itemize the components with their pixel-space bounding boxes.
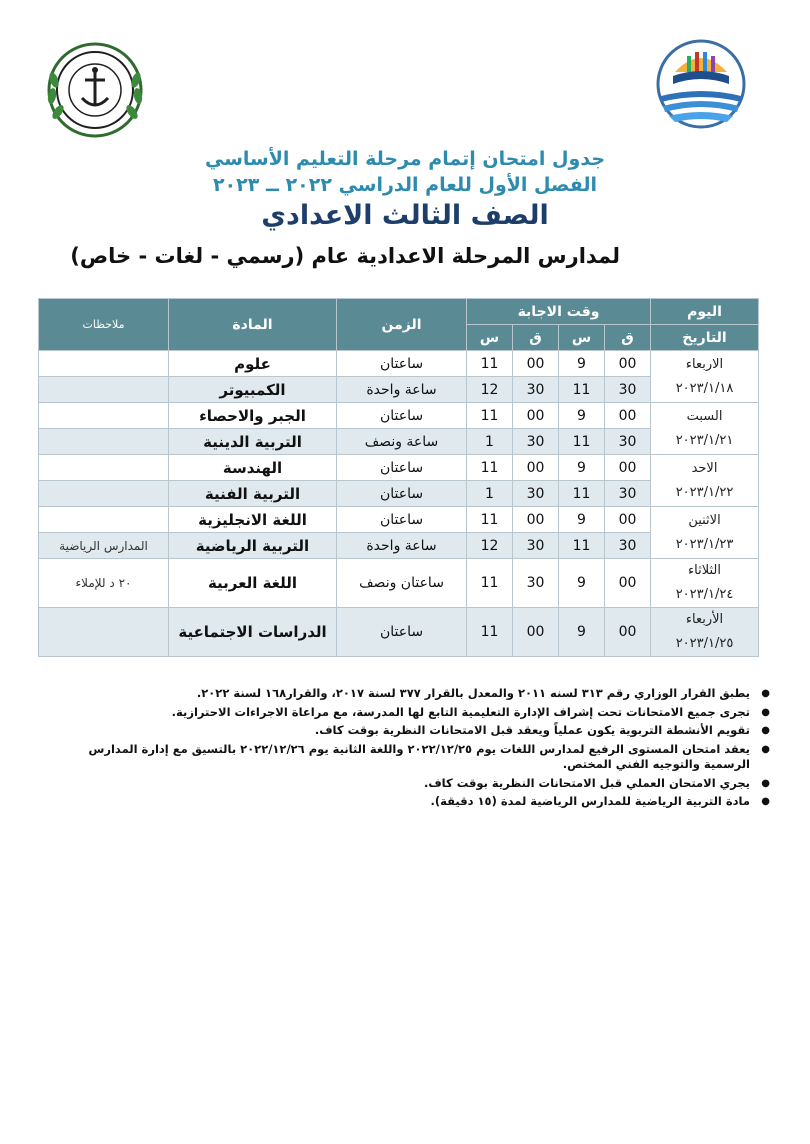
to-hours: 1 [467,481,513,507]
to-minutes: 30 [513,481,559,507]
table-row [39,533,759,559]
duration: ساعتان [337,403,467,429]
day-name: الاربعاء [685,356,724,372]
day-date: ٢٠٢٣/١/١٨ [675,380,734,396]
duration: ساعتان [337,608,467,657]
notes [39,377,169,403]
day-date: ٢٠٢٣/١/٢٢ [675,484,734,500]
table-row [39,481,759,507]
to-minutes: 30 [513,377,559,403]
header-date: التاريخ [651,325,759,351]
from-minutes: 30 [605,533,651,559]
list-item: ● مادة التربية الرياضية للمدارس الرياضية لمدة (١٥ دقيقة). [40,794,764,810]
table-row [39,455,759,481]
exam-schedule-table [38,298,759,657]
list-item: ● يطبق القرار الوزاري رقم ٣١٣ لسنه ٢٠١١ والمعدل بالقرار ٣٧٧ لسنة ٢٠١٧، والقرار١٦٨ لسنة ٢٠٢٢. [40,686,764,702]
table-row [39,429,759,455]
duration: ساعتان [337,507,467,533]
from-hours: 9 [559,351,605,377]
from-minutes: 00 [605,507,651,533]
from-hours: 11 [559,429,605,455]
table-row [39,351,759,377]
to-minutes: 00 [513,351,559,377]
notes: ٢٠ د للإملاء [39,559,169,608]
from-hours: 9 [559,559,605,608]
subject: الجبر والاحصاء [169,403,337,429]
header-to-hours: س [467,325,513,351]
to-minutes: 00 [513,403,559,429]
to-hours: 11 [467,455,513,481]
notes [39,351,169,377]
table-row [39,377,759,403]
day-cell [651,507,759,559]
notes: المدارس الرياضية [39,533,169,559]
header-duration: الزمن [337,299,467,351]
table-row [39,608,759,657]
header-notes: ملاحظات [39,299,169,351]
to-minutes: 00 [513,455,559,481]
from-minutes: 00 [605,403,651,429]
to-hours: 11 [467,403,513,429]
to-minutes: 30 [513,533,559,559]
notes [39,507,169,533]
header-day: اليوم [651,299,759,325]
day-name: الاثنين [688,512,721,528]
header-subject: المادة [169,299,337,351]
day-cell [651,403,759,455]
duration: ساعة واحدة [337,377,467,403]
from-hours: 9 [559,608,605,657]
from-minutes: 00 [605,455,651,481]
list-item: ● يعقد امتحان المستوى الرفيع لمدارس اللغات يوم ٢٠٢٢/١٢/٢٥ واللغة الثانية يوم ٢٠٢٢/١٢/٢٦ بالتسيق مع إدارة المدارس الرسمية والتوجيه الفني المختص. [40,742,764,773]
from-hours: 11 [559,533,605,559]
list-item: ● تقويم الأنشطة التربوية يكون عملياً ويعقد قبل الامتحانات النظرية بوقت كاف. [40,723,764,739]
term-title: الفصل الأول للعام الدراسي ٢٠٢٢ ــ ٢٠٢٣ [212,174,598,196]
notes [39,608,169,657]
day-date: ٢٠٢٣/١/٢٣ [675,536,734,552]
table-row [39,403,759,429]
notes [39,429,169,455]
from-minutes: 00 [605,351,651,377]
subject: اللغة الانجليزية [169,507,337,533]
from-minutes: 30 [605,377,651,403]
from-hours: 9 [559,507,605,533]
from-hours: 9 [559,455,605,481]
to-hours: 11 [467,507,513,533]
duration: ساعتان [337,351,467,377]
to-hours: 11 [467,559,513,608]
regulations-list [40,686,782,813]
to-hours: 12 [467,377,513,403]
duration: ساعتان ونصف [337,559,467,608]
exam-title: جدول امتحان إتمام مرحلة التعليم الأساسي [204,148,606,170]
duration: ساعتان [337,481,467,507]
notes [39,455,169,481]
subject: اللغة العربية [169,559,337,608]
notes [39,481,169,507]
duration: ساعتان [337,455,467,481]
day-cell [651,351,759,403]
to-minutes: 30 [513,429,559,455]
from-hours: 11 [559,377,605,403]
to-hours: 12 [467,533,513,559]
subject: التربية الفنية [169,481,337,507]
day-date: ٢٠٢٣/١/٢٤ [675,587,734,602]
to-hours: 1 [467,429,513,455]
header-from-minutes: ق [605,325,651,351]
list-item: ● تجرى جميع الامتحانات تحت إشراف الإدارة التعليمية التابع لها المدرسة، مع مراعاة الاجراءات الاحترازية. [40,705,764,721]
day-date: ٢٠٢٣/١/٢٥ [675,636,734,651]
from-minutes: 30 [605,481,651,507]
from-hours: 9 [559,403,605,429]
header-answer-time: وقت الاجابة [467,299,651,325]
day-name: السبت [686,408,723,424]
list-item: ● يجري الامتحان العملي قبل الامتحانات النظرية بوقت كاف. [40,776,764,792]
subject: علوم [169,351,337,377]
to-minutes: 30 [513,559,559,608]
day-cell [651,559,759,608]
day-date: ٢٠٢٣/١/٢١ [675,432,734,448]
subject: الكمبيوتر [169,377,337,403]
day-cell [651,608,759,657]
from-minutes: 00 [605,608,651,657]
subject: التربية الدينية [169,429,337,455]
subject: التربية الرياضية [169,533,337,559]
from-minutes: 00 [605,559,651,608]
day-cell [651,455,759,507]
header-to-minutes: ق [513,325,559,351]
to-minutes: 00 [513,507,559,533]
to-minutes: 00 [513,608,559,657]
duration: ساعة ونصف [337,429,467,455]
schools-subtitle: لمدارس المرحلة الاعدادية عام (رسمي - لغات - خاص) [70,244,620,268]
header-from-hours: س [559,325,605,351]
governorate-seal-logo [40,40,150,140]
education-directorate-logo [655,38,747,134]
duration: ساعة واحدة [337,533,467,559]
to-hours: 11 [467,608,513,657]
subject: الدراسات الاجتماعية [169,608,337,657]
grade-title: الصف الثالث الاعدادي [261,200,549,231]
from-hours: 11 [559,481,605,507]
to-hours: 11 [467,351,513,377]
table-row [39,559,759,608]
notes [39,403,169,429]
table-row [39,507,759,533]
from-minutes: 30 [605,429,651,455]
subject: الهندسة [169,455,337,481]
day-name: الثلاثاء [688,563,721,578]
day-name: الأربعاء [685,612,724,627]
day-name: الاحد [691,460,718,476]
